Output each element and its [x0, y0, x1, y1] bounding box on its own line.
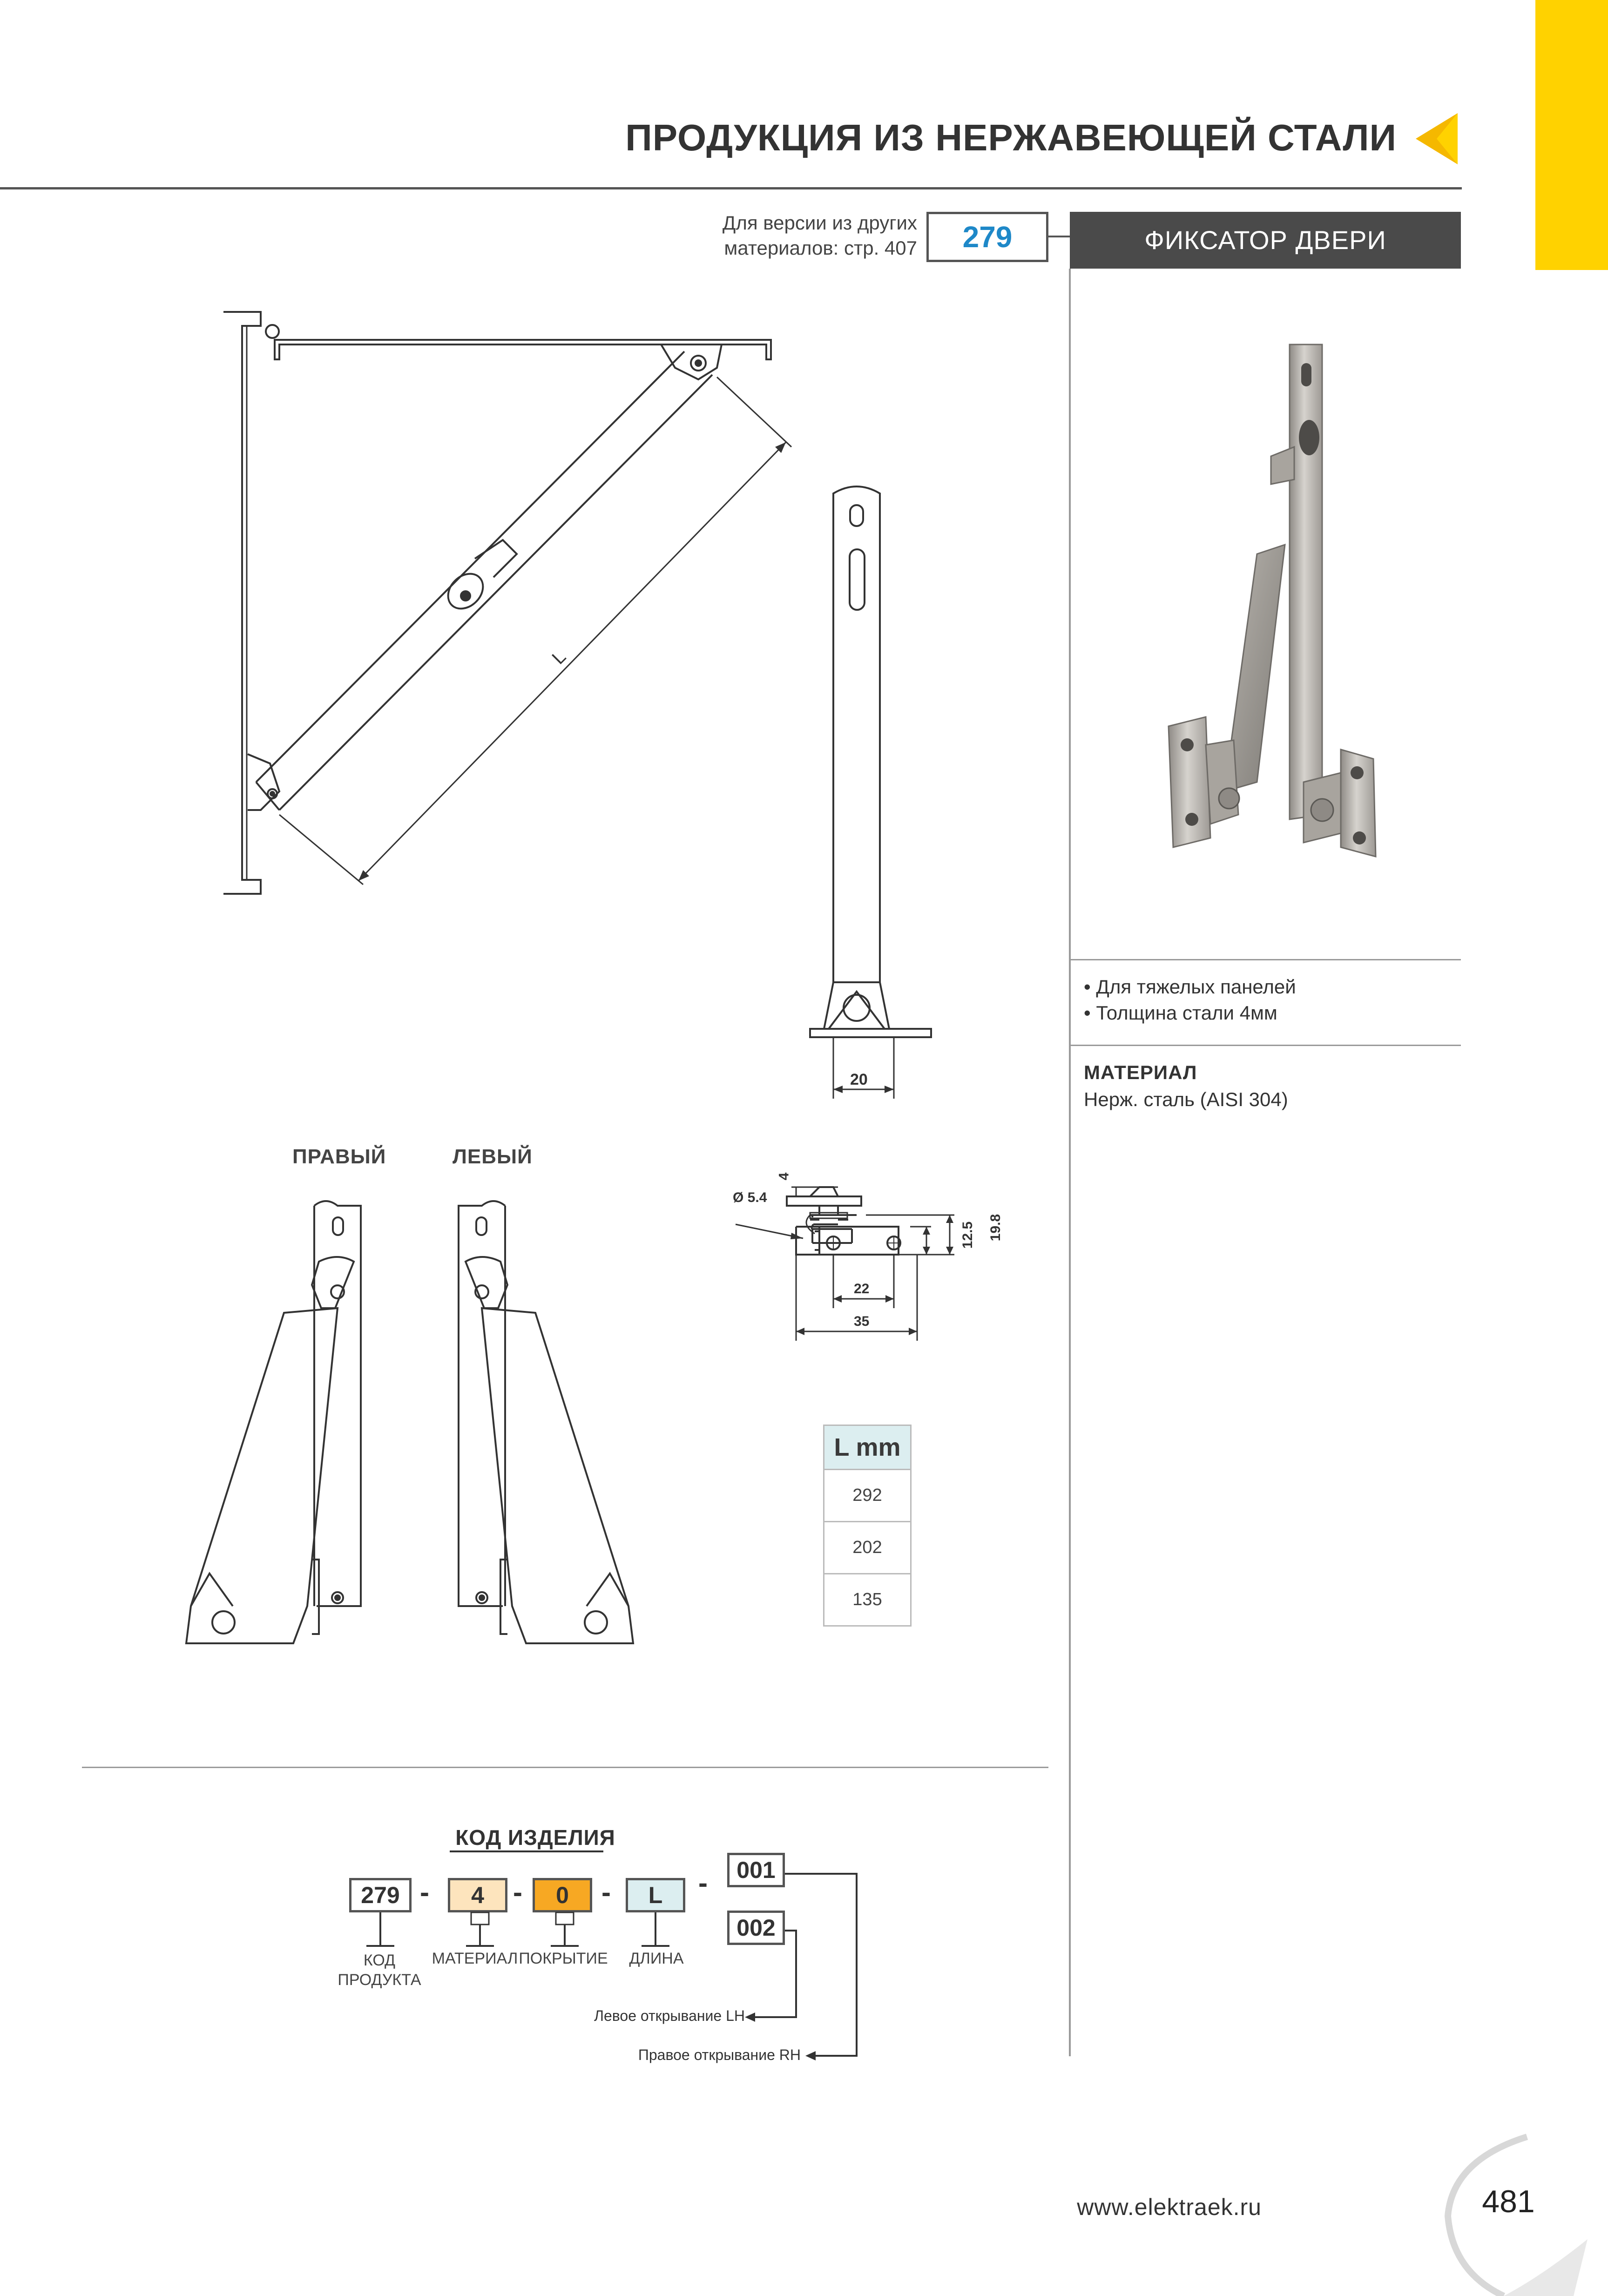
- length-table-cell: 202: [823, 1522, 912, 1574]
- code-box-length: L: [626, 1878, 685, 1912]
- feature-item: • Для тяжелых панелей: [1084, 976, 1296, 998]
- material-title: МАТЕРИАЛ: [1084, 1061, 1197, 1083]
- features-divider: [1070, 959, 1461, 960]
- length-table-cell: 135: [823, 1574, 912, 1627]
- code-dash: -: [698, 1867, 708, 1898]
- triangle-marker-icon: [1413, 111, 1460, 167]
- code-box-product: 279: [349, 1878, 412, 1912]
- feature-item: • Толщина стали 4мм: [1084, 1002, 1277, 1024]
- left-version-drawing: [447, 1196, 642, 1667]
- dim-label-20: 20: [850, 1071, 868, 1088]
- code-connector: [1048, 236, 1070, 237]
- dim-label-4: 4: [776, 1172, 792, 1181]
- code-label-length: ДЛИНА: [629, 1950, 684, 1967]
- code-label-material: МАТЕРИАЛ: [432, 1950, 518, 1967]
- see-also-note: [652, 210, 917, 261]
- product-code-box: 279: [926, 212, 1048, 262]
- code-box-variant-lh: 001: [727, 1853, 785, 1887]
- code-label-finish: ПОКРЫТИЕ: [519, 1950, 608, 1967]
- bracket-detail-drawing: [726, 1155, 1024, 1350]
- left-opening-label: Левое открывание LH: [594, 2007, 745, 2024]
- code-label-product: [326, 1951, 433, 1990]
- left-version-label: ЛЕВЫЙ: [453, 1145, 533, 1168]
- page-title: ПРОДУКЦИЯ ИЗ НЕРЖАВЕЮЩЕЙ СТАЛИ: [625, 117, 1397, 158]
- right-opening-label: Правое открывание RH: [638, 2046, 801, 2063]
- material-divider: [1070, 1045, 1461, 1046]
- right-version-label: ПРАВЫЙ: [292, 1145, 386, 1168]
- right-version-drawing: [177, 1196, 372, 1667]
- code-dash: -: [420, 1877, 429, 1908]
- material-value: Нерж. сталь (AISI 304): [1084, 1088, 1288, 1110]
- dim-label-198: 19.8: [988, 1214, 1004, 1242]
- yellow-side-tab: [1535, 0, 1608, 270]
- code-box-material: 4: [448, 1878, 507, 1912]
- code-box-finish: 0: [533, 1878, 592, 1912]
- length-table-header: L mm: [823, 1425, 912, 1470]
- product-name-bar: ФИКСАТОР ДВЕРИ: [1070, 212, 1461, 269]
- arm-side-view: [805, 479, 936, 1103]
- length-table-cell: 292: [823, 1470, 912, 1522]
- page-number: 481: [1482, 2184, 1535, 2219]
- code-box-variant-rh: 002: [727, 1911, 785, 1945]
- installation-drawing: [214, 298, 829, 912]
- code-dash: -: [601, 1877, 611, 1908]
- product-photo: [1117, 326, 1415, 875]
- website-link[interactable]: www.elektraek.ru: [1077, 2194, 1262, 2220]
- column-divider: [1069, 269, 1071, 2056]
- dim-label-22: 22: [854, 1281, 870, 1297]
- features-list: [1084, 974, 1296, 1026]
- see-also-line-2: материалов: стр. 407: [724, 237, 917, 259]
- dim-label-125: 12.5: [960, 1221, 976, 1249]
- code-label-product-line1: КОД: [363, 1952, 396, 1969]
- dim-label-d54: Ø 5.4: [733, 1190, 767, 1205]
- title-rule: [0, 187, 1462, 189]
- see-also-line-1: Для версии из других: [722, 212, 917, 234]
- product-code-title: КОД ИЗДЕЛИЯ: [455, 1825, 615, 1850]
- code-title-underline: [450, 1850, 603, 1852]
- code-dash: -: [513, 1877, 522, 1908]
- code-label-product-line2: ПРОДУКТА: [338, 1971, 421, 1989]
- dim-label-35: 35: [854, 1314, 870, 1329]
- dim-label-l: L: [548, 646, 570, 669]
- code-section-divider: [82, 1767, 1048, 1768]
